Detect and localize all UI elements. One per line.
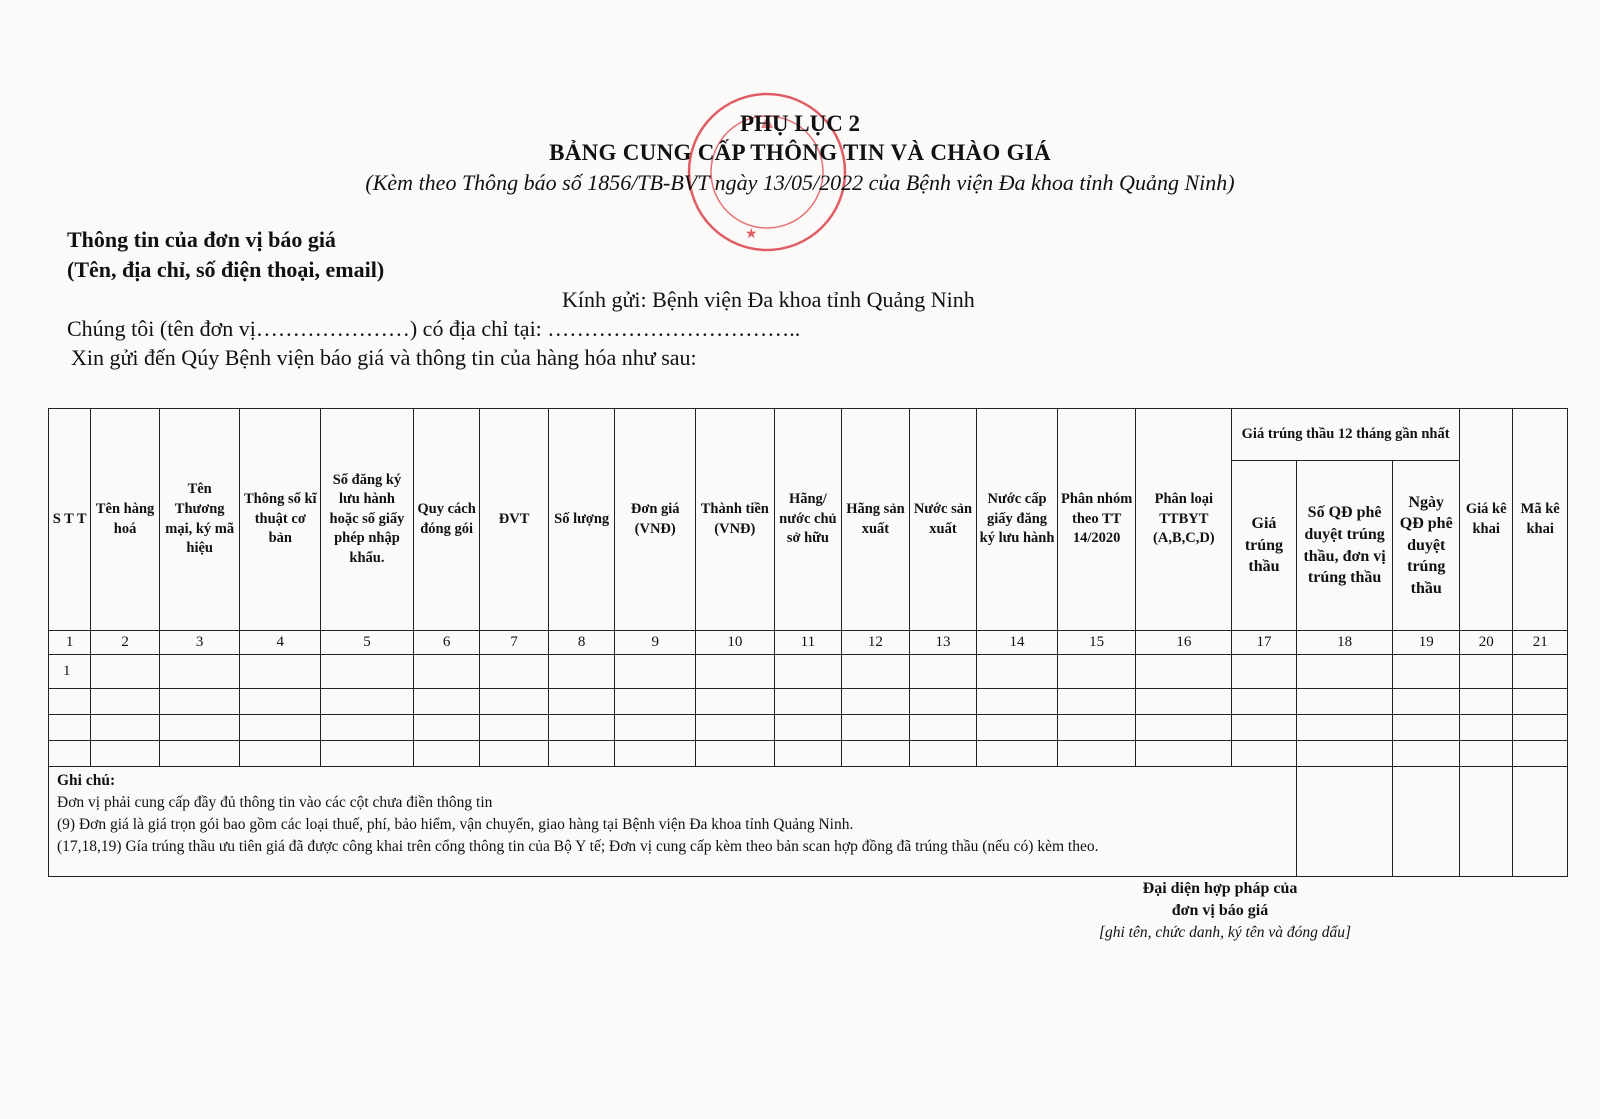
col-number: 10	[696, 631, 775, 655]
signature-subtitle: đơn vị báo giá	[1171, 902, 1269, 919]
notes-cell	[49, 767, 1297, 877]
col-header-8: Số lượng	[548, 409, 615, 631]
table-row	[49, 741, 1568, 767]
col-number: 20	[1460, 631, 1513, 655]
col-header-4: Thông số kĩ thuật cơ bản	[240, 409, 321, 631]
page-subtitle: (Kèm theo Thông báo số 1856/TB-BVT ngày 13/05/2022 của Bệnh viện Đa khoa tỉnh Quảng Ninh)	[365, 170, 1235, 195]
quote-table	[48, 408, 1568, 877]
vendor-info-heading: Thông tin của đơn vị báo giá	[67, 227, 336, 252]
col-number: 12	[842, 631, 910, 655]
stt-cell	[49, 741, 91, 767]
col-group-header-bid-price: Giá trúng thầu 12 tháng gần nhất	[1232, 409, 1460, 461]
annex-title: PHỤ LỤC 2	[739, 111, 861, 136]
col-number: 11	[774, 631, 842, 655]
col-header-15: Phân nhóm theo TT 14/2020	[1057, 409, 1136, 631]
col-number: 14	[977, 631, 1058, 655]
col-header-3: Tên Thương mại, ký mã hiệu	[159, 409, 240, 631]
col-header-21: Mã kê khai	[1513, 409, 1568, 631]
notes-row	[49, 767, 1568, 877]
col-number: 5	[321, 631, 414, 655]
col-header-9: Đơn giá (VNĐ)	[615, 409, 696, 631]
signature-title: Đại diện hợp pháp của	[1142, 880, 1298, 897]
col-number: 3	[159, 631, 240, 655]
note-line: Đơn vị phải cung cấp đầy đủ thông tin vào các cột chưa điền thông tin	[57, 794, 493, 811]
svg-text:★: ★	[745, 226, 758, 242]
request-line: Xin gửi đến Qúy Bệnh viện báo giá và thông tin của hàng hóa như sau:	[71, 345, 697, 370]
vendor-info-subheading: (Tên, địa chỉ, số điện thoại, email)	[67, 257, 385, 282]
note-line: (17,18,19) Gía trúng thầu ưu tiên giá đã được công khai trên cổng thông tin của Bộ Y tế; Đơn vị cung cấp kèm theo bản scan hợp đồng đã trúng thầu (nếu có) kèm theo.	[57, 838, 1099, 855]
col-number: 15	[1057, 631, 1136, 655]
signature-instruction: [ghi tên, chức danh, ký tên và đóng dấu]	[1098, 924, 1352, 941]
col-header-2: Tên hàng hoá	[91, 409, 160, 631]
col-header-5: Số đăng ký lưu hành hoặc số giấy phép nhập khẩu.	[321, 409, 414, 631]
col-number: 16	[1136, 631, 1232, 655]
col-header-14: Nước cấp giấy đăng ký lưu hành	[977, 409, 1058, 631]
col-header-7: ĐVT	[480, 409, 549, 631]
stt-cell: 1	[49, 655, 91, 689]
table-row	[49, 689, 1568, 715]
col-number: 4	[240, 631, 321, 655]
table-row	[49, 715, 1568, 741]
stt-cell	[49, 715, 91, 741]
col-header-19: Ngày QĐ phê duyệt trúng thầu	[1393, 461, 1460, 631]
col-header-10: Thành tiền (VNĐ)	[696, 409, 775, 631]
notes-title: Ghi chú:	[57, 772, 116, 789]
addressee: Kính gửi: Bệnh viện Đa khoa tỉnh Quảng Ninh	[562, 287, 975, 312]
col-header-6: Quy cách đóng gói	[413, 409, 480, 631]
col-header-16: Phân loại TTBYT (A,B,C,D)	[1136, 409, 1232, 631]
col-number: 17	[1232, 631, 1297, 655]
column-number-row	[49, 631, 1568, 655]
col-header-11: Hãng/ nước chủ sở hữu	[774, 409, 842, 631]
col-header-13: Nước sản xuất	[909, 409, 977, 631]
col-number: 13	[909, 631, 977, 655]
col-number: 2	[91, 631, 160, 655]
col-number: 1	[49, 631, 91, 655]
page-title: BẢNG CUNG CẤP THÔNG TIN VÀ CHÀO GIÁ	[549, 140, 1051, 165]
col-header-20: Giá kê khai	[1460, 409, 1513, 631]
note-line: (9) Đơn giá là giá trọn gói bao gồm các loại thuế, phí, bảo hiểm, vận chuyển, giao hàng tại Bệnh viện Đa khoa tỉnh Quảng Ninh.	[57, 816, 854, 833]
col-number: 19	[1393, 631, 1460, 655]
col-number: 8	[548, 631, 615, 655]
table-row	[49, 655, 1568, 689]
col-number: 6	[413, 631, 480, 655]
col-header-12: Hãng sản xuất	[842, 409, 910, 631]
col-header-1: S T T	[49, 409, 91, 631]
col-number: 21	[1513, 631, 1568, 655]
col-number: 18	[1296, 631, 1393, 655]
col-number: 7	[480, 631, 549, 655]
col-number: 9	[615, 631, 696, 655]
stt-cell	[49, 689, 91, 715]
col-header-17: Giá trúng thầu	[1232, 461, 1297, 631]
intro-line: Chúng tôi (tên đơn vị…………………) có địa chỉ tại: ……………………………..	[67, 316, 801, 341]
col-header-18: Số QĐ phê duyệt trúng thầu, đơn vị trúng thầu	[1296, 461, 1393, 631]
